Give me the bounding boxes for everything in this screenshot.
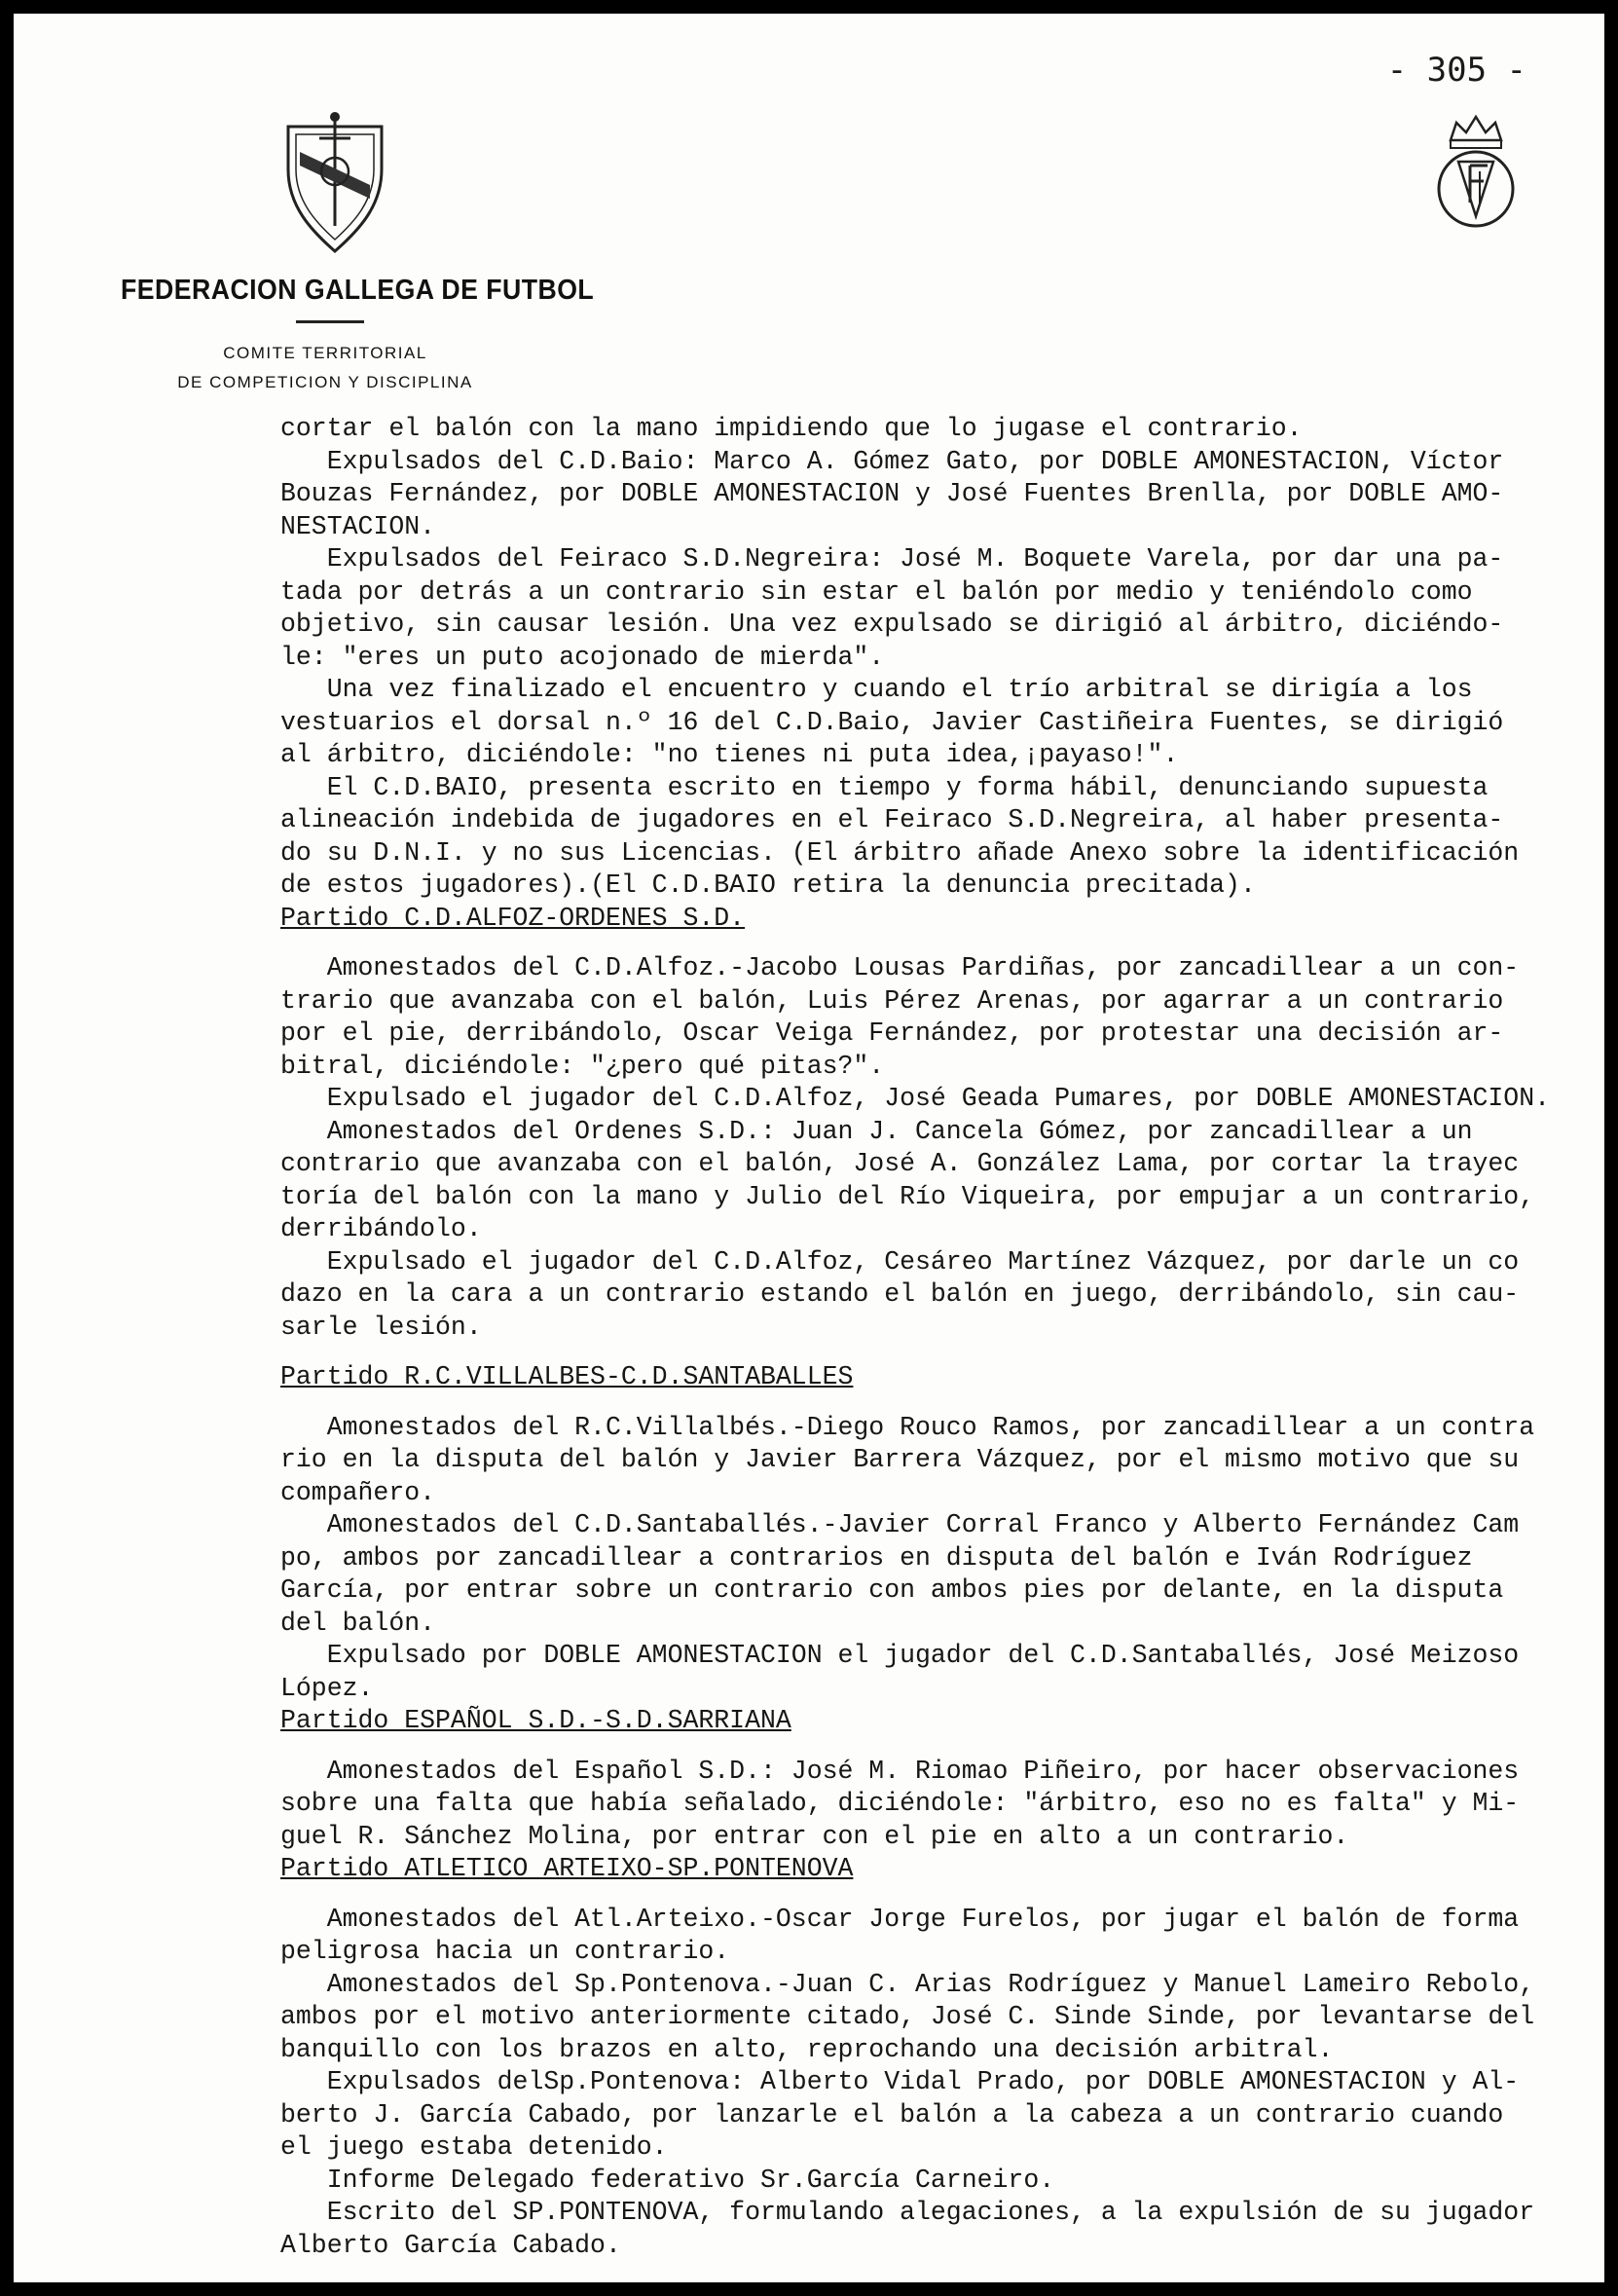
match-heading: Partido R.C.VILLALBES-C.D.SANTABALLES [280, 1362, 854, 1391]
text-line: compañero. [280, 1477, 436, 1507]
federation-title: FEDERACION GALLEGA DE FUTBOL [121, 275, 595, 306]
text-line: por el pie, derribándolo, Oscar Veiga Fernández, por protestar una decisión ar- [280, 1018, 1504, 1048]
spacer [280, 1738, 1595, 1756]
text-line: Amonestados del Atl.Arteixo.-Oscar Jorge Furelos, por jugar el balón de forma [280, 1904, 1520, 1934]
text-line: Amonestados del C.D.Santaballés.-Javier Corral Franco y Alberto Fernández Cam [280, 1510, 1520, 1539]
document-page [14, 14, 1604, 2282]
text-line: toría del balón con la mano y Julio del Río Viqueira, por empujar a un contrario, [280, 1181, 1535, 1211]
spanish-federation-crest-icon [1431, 107, 1521, 230]
text-line: Amonestados del Español S.D.: José M. Riomao Piñeiro, por hacer observaciones [280, 1756, 1520, 1786]
text-line: banquillo con los brazos en alto, reprochando una decisión arbitral. [280, 2034, 1334, 2064]
match-heading: Partido C.D.ALFOZ-ORDENES S.D. [280, 903, 746, 933]
text-line: alineación indebida de jugadores en el Feiraco S.D.Negreira, al haber presenta- [280, 805, 1504, 834]
text-line: NESTACION. [280, 511, 436, 541]
header-divider [296, 320, 364, 323]
text-line: el juego estaba detenido. [280, 2132, 668, 2162]
text-line: Bouzas Fernández, por DOBLE AMONESTACION y José Fuentes Brenlla, por DOBLE AMO- [280, 479, 1504, 508]
text-line: Escrito del SP.PONTENOVA, formulando alegaciones, a la expulsión de su jugador [280, 2198, 1535, 2227]
text-line: vestuarios el dorsal n.º 16 del C.D.Baio, Javier Castiñeira Fuentes, se dirigió [280, 707, 1504, 737]
text-line: sarle lesión. [280, 1312, 482, 1342]
text-line: dazo en la cara a un contrario estando el balón en juego, derribándolo, sin cau- [280, 1279, 1520, 1309]
text-line: peligrosa hacia un contrario. [280, 1937, 730, 1966]
text-line: cortar el balón con la mano impidiendo que lo jugase el contrario. [280, 414, 1303, 443]
spacer [280, 935, 1595, 952]
text-line: Expulsado el jugador del C.D.Alfoz, José Geada Pumares, por DOBLE AMONESTACION. [280, 1084, 1551, 1113]
committee-line-1: COMITE TERRITORIAL [223, 344, 427, 362]
text-line: del balón. [280, 1608, 436, 1638]
text-line: do su D.N.I. y no sus Licencias. (El árbitro añade Anexo sobre la identificación [280, 837, 1520, 868]
text-line: po, ambos por zancadillear a contrarios en disputa del balón e Iván Rodríguez [280, 1542, 1473, 1573]
page-number: - 305 - [1386, 51, 1526, 90]
text-line: objetivo, sin causar lesión. Una vez expulsado se dirigió al árbitro, diciéndo- [280, 610, 1504, 639]
spacer [280, 1394, 1595, 1412]
text-line: Expulsado el jugador del C.D.Alfoz, Cesáreo Martínez Vázquez, por darle un co [280, 1246, 1520, 1277]
text-line: Expulsados del C.D.Baio: Marco A. Gómez Gato, por DOBLE AMONESTACION, Víctor [280, 446, 1504, 476]
committee-line-2: DE COMPETICION Y DISCIPLINA [177, 373, 473, 391]
text-line: derribándolo. [280, 1214, 482, 1243]
text-line: de estos jugadores).(El C.D.BAIO retira la denuncia precitada). [280, 870, 1256, 900]
spacer [280, 1344, 1595, 1361]
text-line: Alberto García Cabado. [280, 2230, 621, 2260]
text-line: al árbitro, diciéndole: "no tienes ni puta idea,¡payaso!". [280, 740, 1179, 769]
text-line: tada por detrás a un contrario sin estar el balón por medio y teniéndolo como [280, 576, 1473, 607]
text-line: guel R. Sánchez Molina, por entrar con el pie en alto a un contrario. [280, 1821, 1349, 1851]
text-line: le: "eres un puto acojonado de mierda". [280, 642, 885, 672]
federation-shield-logo-icon [276, 109, 393, 255]
text-line: El C.D.BAIO, presenta escrito en tiempo y forma hábil, denunciando supuesta [280, 772, 1489, 802]
text-line: Amonestados del Ordenes S.D.: Juan J. Cancela Gómez, por zancadillear a un [280, 1116, 1473, 1146]
text-line: Amonestados del Sp.Pontenova.-Juan C. Arias Rodríguez y Manuel Lameiro Rebolo, [280, 1969, 1535, 1999]
text-line: Expulsados delSp.Pontenova: Alberto Vidal Prado, por DOBLE AMONESTACION y Al- [280, 2067, 1520, 2096]
text-line: contrario que avanzaba con el balón, José A. González Lama, por cortar la trayec [280, 1149, 1520, 1178]
text-line: García, por entrar sobre un contrario con ambos pies por delante, en la disputa [280, 1575, 1504, 1605]
text-line: bitral, diciéndole: "¿pero qué pitas?". [280, 1051, 885, 1081]
text-line: Amonestados del R.C.Villalbés.-Diego Rouco Ramos, por zancadillear a un contra [280, 1412, 1535, 1442]
match-heading: Partido ESPAÑOL S.D.-S.D.SARRIANA [280, 1706, 791, 1735]
text-line: Expulsado por DOBLE AMONESTACION el jugador del C.D.Santaballés, José Meizoso [280, 1641, 1520, 1670]
text-line: Una vez finalizado el encuentro y cuando el trío arbitral se dirigía a los [280, 675, 1473, 704]
text-line: López. [280, 1673, 374, 1703]
text-line: Expulsados del Feiraco S.D.Negreira: José M. Boquete Varela, por dar una pa- [280, 544, 1504, 574]
spacer [280, 1886, 1595, 1904]
text-line: trario que avanzaba con el balón, Luis Pérez Arenas, por agarrar a un contrario [280, 985, 1504, 1016]
match-heading: Partido ATLETICO ARTEIXO-SP.PONTENOVA [280, 1854, 854, 1883]
text-line: ambos por el motivo anteriormente citado, José C. Sinde Sinde, por levantarse del [280, 2002, 1535, 2031]
text-line: rio en la disputa del balón y Javier Barrera Vázquez, por el mismo motivo que su [280, 1445, 1520, 1474]
text-line: Amonestados del C.D.Alfoz.-Jacobo Lousas Pardiñas, por zancadillear a un con- [280, 953, 1520, 982]
text-line: Informe Delegado federativo Sr.García Carneiro. [280, 2165, 1055, 2195]
document-body [280, 413, 1595, 2262]
committee-heading [111, 339, 539, 397]
text-line: berto J. García Cabado, por lanzarle el balón a la cabeza a un contrario cuando [280, 2099, 1504, 2129]
text-line: sobre una falta que había señalado, diciéndole: "árbitro, eso no es falta" y Mi- [280, 1789, 1520, 1818]
